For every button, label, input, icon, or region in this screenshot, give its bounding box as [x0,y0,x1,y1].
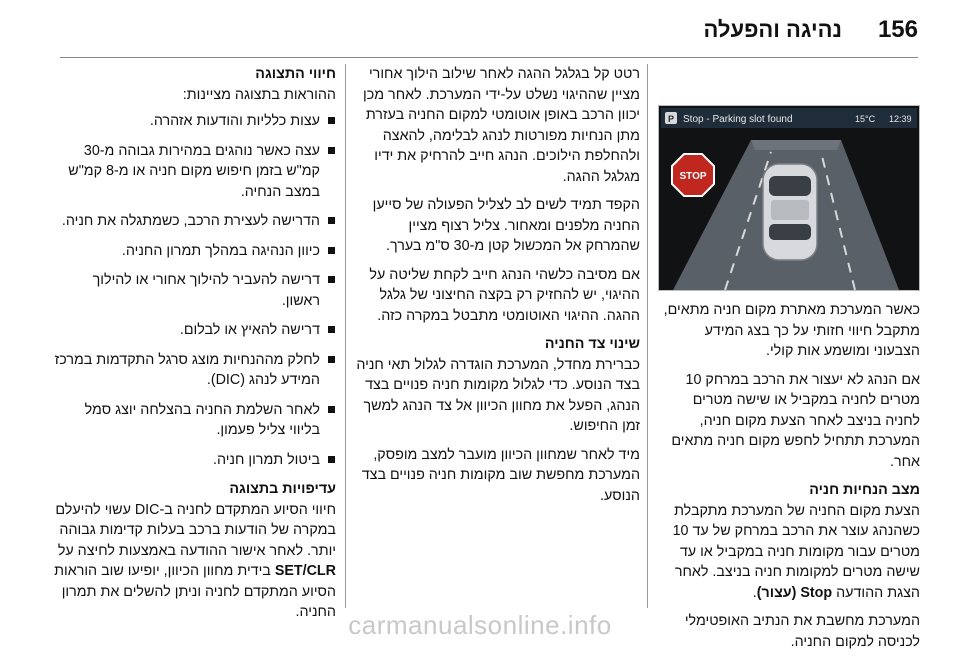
stop-sign-icon [672,154,714,196]
screen-clock: 12:39 [889,114,912,124]
paragraph: כברירת מחדל, המערכת הוגדרה לגלול תאי חניה בצד הנוסע. כדי לגלול מקומות חניה פנויים בצד הנהג, הפעל את מחוון הכיוון אל צד הנהג למשך זמן החיפוש. [356,356,640,434]
paragraph: מיד לאחר שמחוון הכיוון מועבר למצב מופסק, המערכת מחפשת שוב מקומות חניה פנויים בצד הנוסע. [361,446,640,504]
middle-column [354,64,640,514]
list-item: לחלק מההנחיות מוצג סרגל התקדמות במרכז המידע לנהג (DIC). [52,350,336,391]
page-number: 156 [877,16,918,43]
parking-display-svg [659,106,919,290]
watermark: carmanualsonline.info [348,610,612,640]
paragraph: רטט קל בגלגל ההגה לאחר שילוב הילוך אחורי מציין שההיגוי נשלט על-ידי המערכת. לאחר מכן יכוון הרכב באופן אוטומטי למקום החניה בעזרת מתן הנחיות מפורטות לנהג לבלימה, להאצה ולהחלפת הילוכים. הנהג חייב להרחיק את ידיו מגלגל ההגה. [363,66,640,185]
list-item: כיוון הנהיגה במהלך תמרון החניה. [52,241,336,262]
chapter-title: נהיגה והפעלה [703,17,842,42]
list-item: דרישה להעביר להילוך אחורי או להילוך ראשון. [52,270,336,311]
list-item: דרישה להאיץ או לבלום. [52,320,336,341]
list-item: ביטול תמרון חניה. [52,450,336,471]
left-column [52,64,336,631]
paragraph: המערכת מחשבת את הנתיב האופטימלי לכניסה למקום החניה. [684,613,920,650]
list-item: לאחר השלמת החניה בהצלחה יוצג סמל בליווי צליל פעמון. [52,400,336,441]
paragraph: הצעת מקום החניה של המערכת מתקבלת כשהנהג עוצר את הרכב במרחק של עד 10 מטרים עבור מקומות חניה במקביל או עד שישה מטרים למקומות חניה בניצב. לאחר הצגת ההודעה Stop (עצור). [672,502,920,601]
car-icon [763,164,817,260]
right-column [658,300,920,660]
paragraph: חיווי הסיוע המתקדם לחניה ב-DIC עשוי להיעלם במקרה של הודעות ברכב בעלות קדימות גבוהה יותר. לאחר אישור ההודעה באמצעות לחיצה על SET/CLR בידית מחוון הכיוון, יופיעו שוב הוראות הסיוע המתקדם לחניה וניתן להשלים את תמרון החניה. [54,501,336,620]
paragraph: אם הנהג לא יעצור את הרכב במרחק 10 מטרים לחניה במקביל או שישה מטרים לחניה בניצב לאחר הצעת מקום חניה, המערכת תתחיל לחפש מקום חניה מתאים אחר. [671,371,920,470]
section-heading: עדיפויות בתצוגה [229,481,336,497]
display-bullets [52,111,336,470]
stop-sign-text: STOP [679,171,707,182]
parking-display-image [658,105,920,291]
section-heading: מצב הנחיות חניה [809,482,920,498]
paragraph: ההוראות בתצוגה מציינות: [182,86,336,103]
svg-text:P: P [668,114,675,124]
section-heading: שינוי צד החניה [544,336,640,352]
screen-title: Stop - Parking slot found [683,114,793,125]
paragraph: אם מסיבה כלשהי הנהג חייב לקחת שליטה על ההיגוי, יש להחזיק רק בקצה החיצוני של גלגל ההגה. ההיגוי האוטומטי מתבטל במקרה כזה. [369,266,640,324]
section-heading: חיווי התצוגה [255,66,336,82]
page-header [0,0,960,58]
column-divider-left [345,64,346,608]
list-item: הדרישה לעצירת הרכב, כשמתגלה את חניה. [52,211,336,232]
list-item: עצה כאשר נוהגים במהירות גבוהה מ-30 קמ"ש בזמן חיפוש מקום חניה או מ-8 קמ"ש במצב הנחיה. [52,141,336,203]
column-divider-right [647,64,648,608]
header-rule [60,57,918,58]
paragraph: כאשר המערכת מאתרת מקום חניה מתאים, מתקבל חיווי חזותי על כך בצג המידע הצבעוני ומושמע אות קולי. [663,302,920,359]
paragraph: הקפד תמיד לשים לב לצליל הפעולה של סייען החניה מלפנים ומאחור. צליל רצוף מציין שהמרחק אל המכשול קטן מ-30 ס"מ בערך. [372,197,640,254]
list-item: עצות כלליות והודעות אזהרה. [52,111,336,132]
screen-temperature: 15°C [855,114,876,124]
